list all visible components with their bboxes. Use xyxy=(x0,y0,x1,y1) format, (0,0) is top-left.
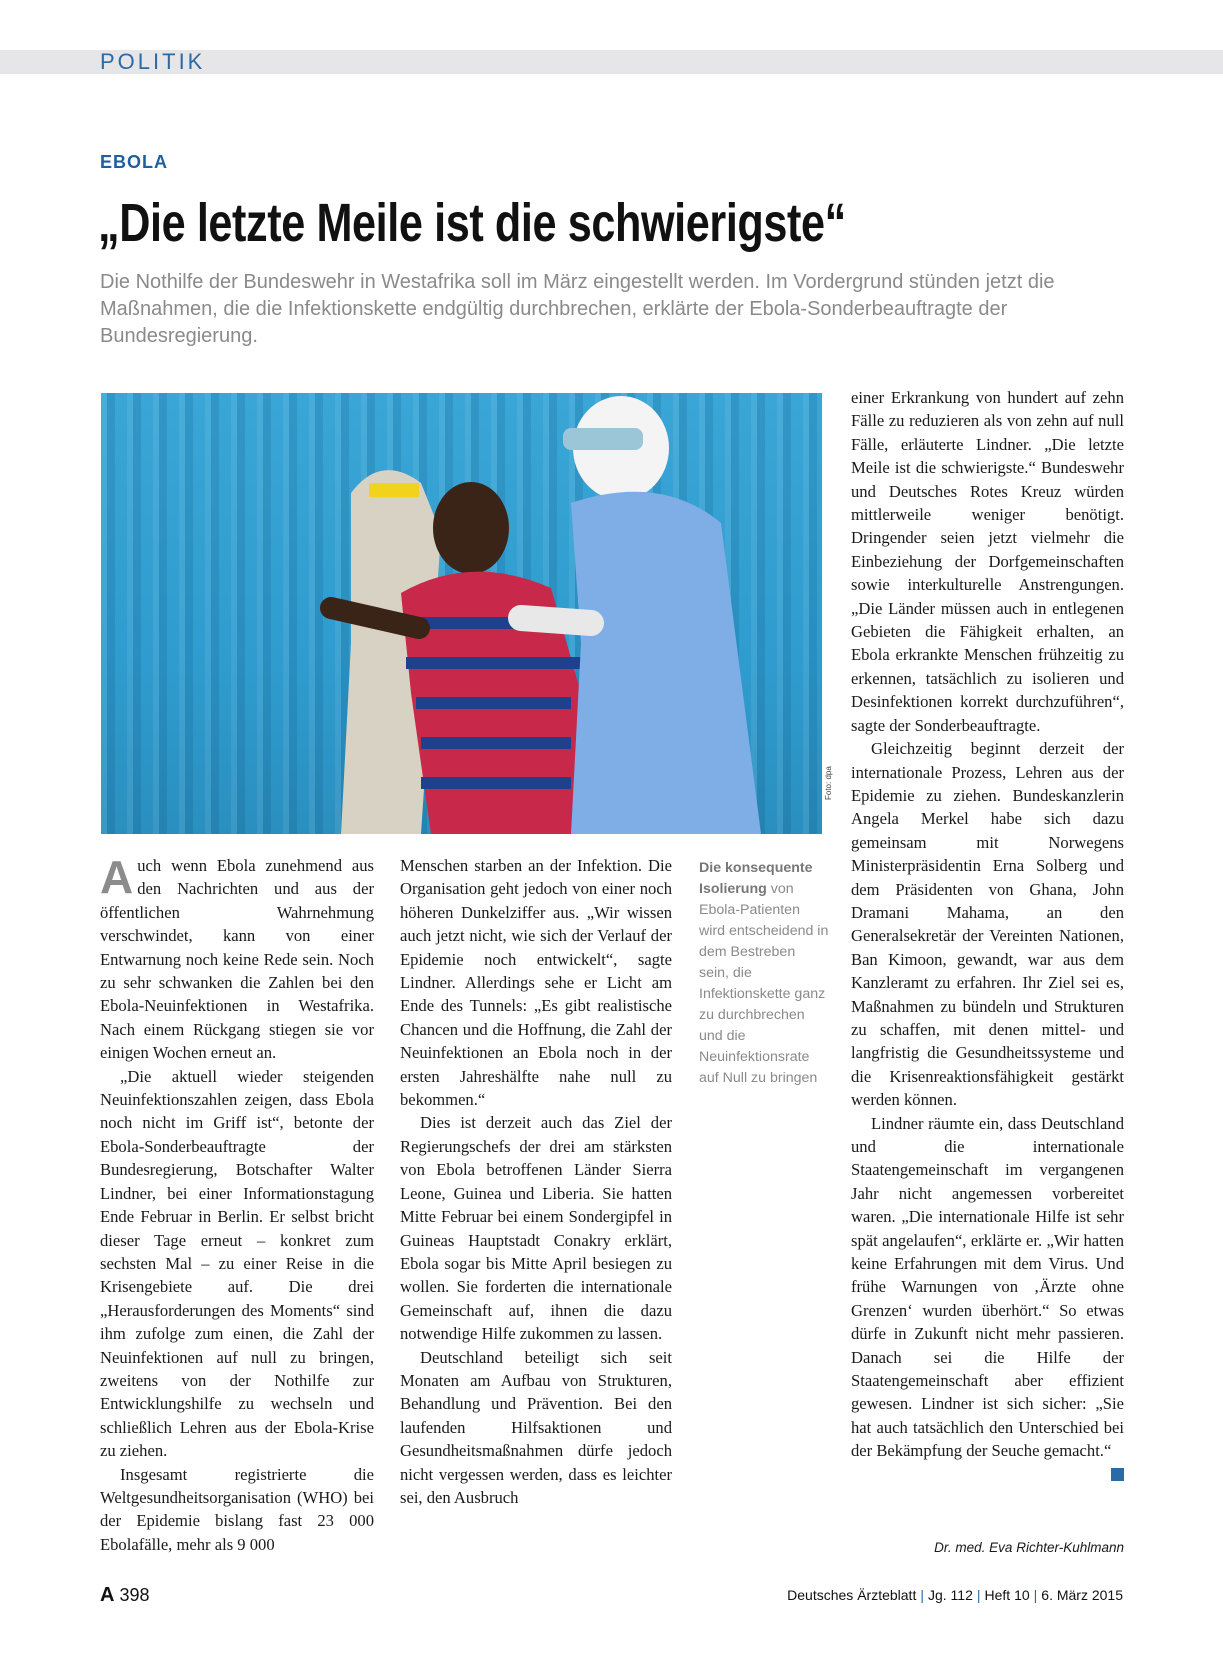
patient-head xyxy=(433,482,509,574)
article-headline: „Die letzte Meile ist die schwierigste“ xyxy=(98,193,846,253)
caption-lead: Die konsequente Isolierung xyxy=(699,860,813,897)
journal-footer: Deutsches Ärzteblatt | Jg. 112 | Heft 10 | 6. März 2015 xyxy=(787,1587,1123,1603)
goggles xyxy=(563,428,643,450)
page-number: A 398 xyxy=(100,1584,150,1606)
article-photo xyxy=(101,393,822,834)
drop-cap: A xyxy=(100,851,134,903)
paragraph: Menschen starben an der Infektion. Die Organisation geht jedoch von einer noch höheren Dunkelziffer aus. „Wir wissen auch jetzt nicht, wie sich der Verlauf der Epidemie noch entwickelt“, sagte Lindner. Allerdings sehe er Licht am Ende des Tunnels: „Es gibt realistische Chancen und die Hoffnung, die Zahl der Neuinfektionen an Ebola noch in der ersten Jahreshälfte nahe null zu bekommen.“ xyxy=(400,856,672,1110)
paragraph: „Die aktuell wieder steigenden Neuinfektionszahlen zeigen, dass Ebola noch nicht im Griff ist“, betonte der Ebola-Sonderbeauftragte der Bundesregierung, Botschafter Walter Lindner, bei einer Informationstagung Ende Februar in Berlin. Er selbst bricht dieser Tage erneut – konkret zum sechsten Mal – zu einer Reise in die Krisengebiete auf. Die drei „Herausforderungen des Moments“ sind ihm zufolge zum einen, die Zahl der Neuinfektionen auf null zu bringen, zweitens von der Nothilfe zur Entwicklungshilfe zu wechseln und schließlich Lehren aus der Ebola-Krise zu ziehen. xyxy=(100,1066,374,1461)
article-lead: Die Nothilfe der Bundeswehr in Westafrika soll im März eingestellt werden. Im Vordergrund stünden jetzt die Maßnahmen, die die Infektionskette endgültig durchbrechen, erklärte der Ebola-Sonderbeauftragte der Bundesregierung. xyxy=(100,271,1055,347)
photo-caption xyxy=(699,858,829,1089)
article-kicker: EBOLA xyxy=(100,152,168,172)
column-2 xyxy=(400,854,672,1509)
paragraph: Dies ist derzeit auch das Ziel der Regierungschefs der drei am stärksten von Ebola betroffenen Länder Sierra Leone, Guinea und Liberia. Sie hatten Mitte Februar bei einem Sondergipfel in Guineas Hauptstadt Conakry erklärt, Ebola sogar bis Mitte April besiegen zu wollen. Sie forderten die internationale Gemeinschaft auf, ihnen die dazu notwendige Hilfe zukommen zu lassen. xyxy=(400,1113,672,1344)
column-3 xyxy=(851,386,1124,1481)
end-mark-icon xyxy=(1111,1468,1124,1481)
paragraph: Gleichzeitig beginnt derzeit der internationale Prozess, Lehren aus der Epidemie zu ziehen. Bundeskanzlerin Angela Merkel habe sich dazu gemeinsam mit Norwegens Ministerpräsidentin Erna Solberg und dem Präsidenten von Ghana, John Dramani Mahama, an den Generalsekretär der Vereinten Nationen, Ban Kimoon, gewandt, war aus dem Kanzleramt zu erfahren. Ihr Ziel sei es, Maßnahmen zu bündeln und Strukturen zu schaffen, mit denen mittel- und langfristig die Gesundheitssysteme und die Krisenreaktionsfähigkeit gestärkt werden können. xyxy=(851,739,1124,1110)
photo-credit: Foto: dpa xyxy=(824,766,833,800)
paragraph: Auch wenn Ebola zunehmend aus den Nachrichten und aus der öffentlichen Wahrnehmung verschwindet, kann von einer Entwarnung noch keine Rede sein. Noch zu sehr schwanken die Zahlen bei den Ebola-Neuinfektionen in Westafrika. Nach einem Rückgang stiegen sie vor einigen Wochen erneut an. xyxy=(100,851,374,1063)
section-label: POLITIK xyxy=(100,49,206,74)
paragraph: Lindner räumte ein, dass Deutschland und die internationale Staatengemeinschaft im vergangenen Jahr nicht angemessen vorbereitet waren. „Die internationale Hilfe ist sehr spät angelaufen“, erklärte er. „Wir hatten keine Erfahrungen mit dem Virus. Und frühe Warnungen von ‚Ärzte ohne Grenzen‘ wurden überhört.“ So etwas dürfe in Zukunft nicht mehr passieren. Danach sei die Hilfe der Staatengemeinschaft aber effizient gewesen. Lindner ist sich sicher: „Sie hat auch tatsächlich den Unterschied bei der Bekämpfung der Seuche gemacht.“ xyxy=(851,1112,1124,1463)
column-1 xyxy=(100,851,374,1556)
paragraph: Insgesamt registrierte die Weltgesundheitsorganisation (WHO) bei der Epidemie bislang fast 23 000 Ebolafälle, mehr als 9 000 xyxy=(100,1464,374,1554)
paragraph: Deutschland beteiligt sich seit Monaten am Aufbau von Strukturen, Behandlung und Prävention. Bei den laufenden Hilfsaktionen und Gesundheitsmaßnahmen dürfe jedoch nicht vergessen werden, dass es leichter sei, den Ausbruch xyxy=(400,1347,672,1507)
caption-text: von Ebola-Patienten wird entscheidend in dem Bestreben sein, die Infektionskette ganz zu durchbrechen und die Neuinfektionsrate auf Null zu bringen xyxy=(699,881,829,1086)
health-worker-gown xyxy=(571,492,761,834)
gloved-hand xyxy=(521,618,591,623)
photo-illustration xyxy=(101,393,822,834)
face-shield xyxy=(369,483,419,497)
author-byline: Dr. med. Eva Richter-Kuhlmann xyxy=(934,1540,1124,1555)
paragraph: einer Erkrankung von hundert auf zehn Fälle zu reduzieren als von zehn auf null Fälle, erläuterte Lindner. „Die letzte Meile ist die schwierigste.“ Bundeswehr und Deutsches Rotes Kreuz würden mittlerweile weniger benötigt. Dringender seien jetzt vielmehr die Einbeziehung der Dorfgemeinschaften sowie interkulturelle Anstrengungen. „Die Länder müssen auch in entlegenen Gebieten die Fähigkeit erhalten, an Ebola erkrankte Menschen frühzeitig zu erkennen, tatsächlich zu isolieren und Desinfektionen korrekt durchzuführen“, sagte der Sonderbeauftragte. xyxy=(851,388,1124,735)
